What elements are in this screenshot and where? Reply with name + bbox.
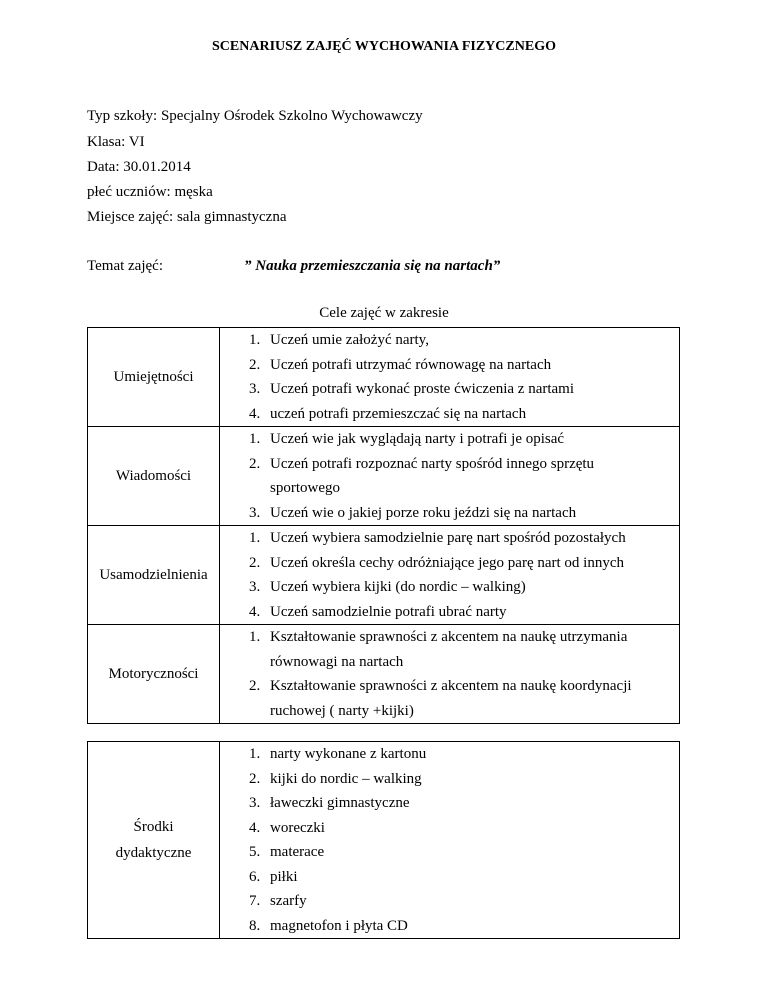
list-item: 7. szarfy <box>249 893 307 909</box>
materials-table <box>87 741 680 939</box>
goals-section-skills <box>88 328 680 427</box>
list-item: 8. magnetofon i płyta CD <box>249 917 408 934</box>
list-item: 3. Uczeń potrafi wykonać proste ćwiczenia z nartami <box>249 381 575 397</box>
list-item: 4. woreczki <box>249 819 325 836</box>
date: Data: 30.01.2014 <box>87 159 191 175</box>
goals-section-motor <box>88 625 680 724</box>
goals-section-knowledge <box>88 427 680 526</box>
materials-label-line2: dydaktyczne <box>115 845 192 861</box>
list-item: 1. Uczeń umie założyć narty, <box>249 332 429 348</box>
materials-label-line1: Środki <box>133 819 174 835</box>
list-item: ruchowej ( narty +kijki) <box>270 702 414 719</box>
list-item: 6. piłki <box>249 868 298 885</box>
section-label: Usamodzielnienia <box>88 526 220 625</box>
list-item: 2. kijki do nordic – walking <box>249 770 422 787</box>
class: Klasa: VI <box>87 134 145 150</box>
school-type: Typ szkoły: Specjalny Ośrodek Szkolno Wychowawczy <box>87 108 423 124</box>
topic-value: ” Nauka przemieszczania się na nartach” <box>244 258 501 274</box>
list-item: 5. materace <box>249 844 325 860</box>
section-label: Umiejętności <box>88 328 220 427</box>
section-label: Wiadomości <box>88 427 220 526</box>
list-item: 1. Kształtowanie sprawności z akcentem na naukę utrzymania <box>249 629 628 645</box>
materials-section <box>88 742 680 939</box>
list-item: 4. Uczeń samodzielnie potrafi ubrać narty <box>249 603 507 620</box>
list-item: 2. Uczeń potrafi utrzymać równowagę na nartach <box>249 356 552 373</box>
section-label: Motoryczności <box>88 625 220 724</box>
list-item: 1. Uczeń wie jak wyglądają narty i potrafi je opisać <box>249 431 565 447</box>
student-gender: płeć uczniów: męska <box>87 184 213 200</box>
list-item: 1. Uczeń wybiera samodzielnie parę nart spośród pozostałych <box>249 530 626 546</box>
list-item: 1. narty wykonane z kartonu <box>249 746 427 762</box>
list-item: 2. Kształtowanie sprawności z akcentem na naukę koordynacji <box>249 678 632 694</box>
goals-caption: Cele zajęć w zakresie <box>319 305 449 321</box>
list-item: równowagi na nartach <box>270 653 404 670</box>
goals-table <box>87 327 680 724</box>
list-item: 4. uczeń potrafi przemieszczać się na nartach <box>249 405 527 422</box>
list-item: 2. Uczeń określa cechy odróżniające jego parę nart od innych <box>249 554 624 571</box>
location: Miejsce zajęć: sala gimnastyczna <box>87 209 287 225</box>
list-item: sportowego <box>270 480 340 496</box>
page-title: SCENARIUSZ ZAJĘĆ WYCHOWANIA FIZYCZNEGO <box>212 39 556 54</box>
list-item: 2. Uczeń potrafi rozpoznać narty spośród innego sprzętu <box>249 455 595 472</box>
list-item: 3. ławeczki gimnastyczne <box>249 795 410 811</box>
list-item: 3. Uczeń wybiera kijki (do nordic – walking) <box>249 579 526 595</box>
topic-label: Temat zajęć: <box>87 258 163 274</box>
goals-section-independence <box>88 526 680 625</box>
list-item: 3. Uczeń wie o jakiej porze roku jeździ się na nartach <box>249 504 577 521</box>
